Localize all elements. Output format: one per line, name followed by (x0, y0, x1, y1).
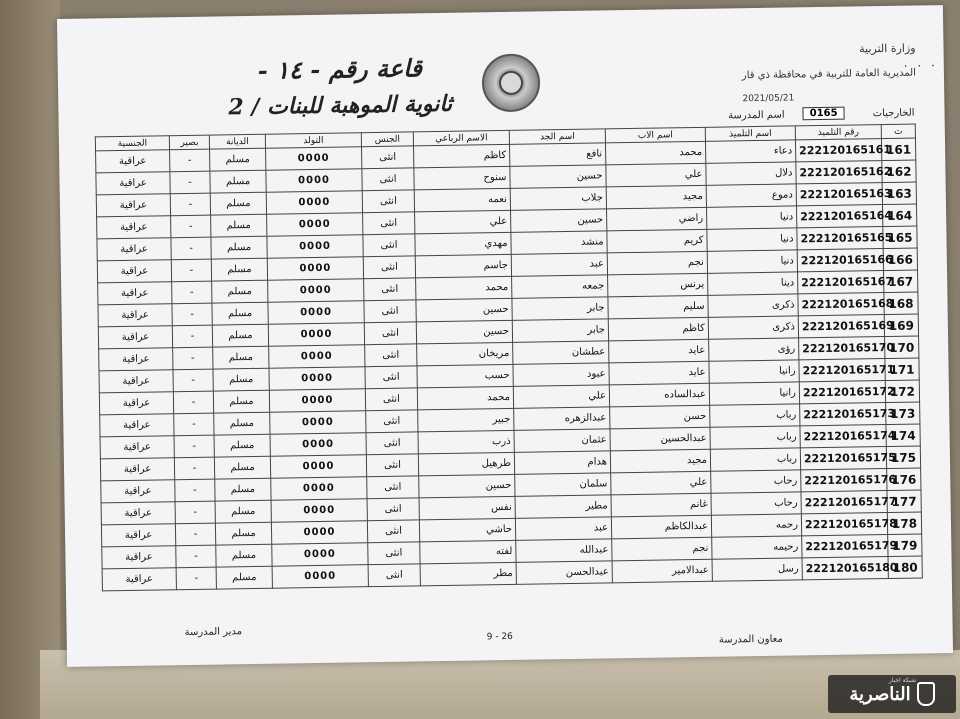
cell-student-number: 222120165164 (796, 205, 882, 228)
cell-seq: 173 (886, 402, 920, 425)
ministry-title: وزارة التربية (859, 41, 916, 56)
cell-seq: 176 (887, 468, 921, 491)
cell-grandfather-name: جمعه (512, 275, 608, 299)
cell-gender: انثى (363, 256, 415, 279)
cell-grandfather-name: عبد (515, 517, 611, 541)
branch-label: الخارجيات (872, 107, 915, 120)
cell-blind: - (175, 501, 215, 524)
cell-fourth-name: سنوح (414, 166, 510, 190)
cell-fourth-name: حسب (417, 364, 513, 388)
header-seq: ت (881, 124, 915, 139)
cell-religion: مسلم (211, 236, 267, 259)
cell-birth: 0000 (272, 565, 368, 589)
cell-fourth-name: ذرب (418, 430, 514, 454)
assistant-signature-label: معاون المدرسة (718, 633, 783, 646)
cell-student-number: 222120165180 (802, 557, 888, 580)
watermark-subtitle: شبكة اخبار (888, 677, 916, 684)
header-nationality: الجنسية (95, 136, 169, 151)
cell-birth: 0000 (271, 499, 367, 523)
cell-seq: 163 (882, 182, 916, 205)
header-father-name: اسم الاب (605, 127, 705, 143)
principal-signature-label: مدير المدرسة (184, 626, 243, 639)
cell-student-name: رحاب (711, 470, 801, 493)
cell-seq: 169 (884, 314, 918, 337)
cell-nationality: عراقية (96, 194, 170, 217)
cell-student-name: رحمه (711, 514, 801, 537)
cell-blind: - (175, 479, 215, 502)
cell-blind: - (174, 413, 214, 436)
cell-religion: مسلم (214, 456, 270, 479)
cell-father-name: غانم (611, 493, 711, 517)
directorate-title: المديرية العامة للتربية في محافظة ذي قار (741, 67, 917, 82)
cell-nationality: عراقية (99, 392, 173, 415)
news-watermark (828, 675, 956, 713)
cell-student-name: رباب (710, 448, 800, 471)
cell-birth: 0000 (269, 389, 365, 413)
handwritten-hall-number: قاعة رقم - ١٤ - (257, 53, 423, 85)
cell-grandfather-name: عبدالزهره (514, 407, 610, 431)
cell-student-name: دعاء (705, 140, 795, 163)
cell-gender: انثى (366, 454, 418, 477)
cell-grandfather-name: منشد (511, 231, 607, 255)
cell-blind: - (170, 193, 210, 216)
cell-father-name: نجم (607, 251, 707, 275)
cell-father-name: سليم (608, 295, 708, 319)
cell-seq: 179 (888, 534, 922, 557)
cell-religion: مسلم (213, 346, 269, 369)
cell-student-name: دنيا (707, 206, 797, 229)
cell-birth: 0000 (270, 433, 366, 457)
cell-fourth-name: جبير (418, 408, 514, 432)
cell-birth: 0000 (268, 301, 364, 325)
cell-nationality: عراقية (102, 568, 176, 591)
cell-student-number: 222120165177 (801, 491, 887, 514)
cell-religion: مسلم (210, 170, 266, 193)
cell-religion: مسلم (211, 214, 267, 237)
cell-nationality: عراقية (101, 524, 175, 547)
cell-fourth-name: محمد (416, 276, 512, 300)
cell-nationality: عراقية (102, 546, 176, 569)
cell-seq: 167 (884, 270, 918, 293)
cell-gender: انثى (363, 212, 415, 235)
cell-student-name: رانيا (709, 360, 799, 383)
cell-father-name: علي (611, 471, 711, 495)
cell-student-number: 222120165171 (799, 359, 885, 382)
cell-birth: 0000 (270, 455, 366, 479)
cell-gender: انثى (366, 410, 418, 433)
cell-student-number: 222120165170 (799, 337, 885, 360)
cell-fourth-name: علي (415, 210, 511, 234)
cell-father-name: حسن (610, 405, 710, 429)
page-number: 9 - 26 (486, 631, 513, 643)
cell-grandfather-name: جلاب (510, 187, 606, 211)
cell-seq: 165 (883, 226, 917, 249)
cell-birth: 0000 (270, 411, 366, 435)
cell-father-name: عبدالكاظم (611, 515, 711, 539)
cell-student-number: 222120165175 (800, 447, 886, 470)
cell-student-name: رباب (710, 404, 800, 427)
cell-student-number: 222120165165 (797, 227, 883, 250)
cell-seq: 172 (885, 380, 919, 403)
cell-religion: مسلم (212, 302, 268, 325)
cell-seq: 175 (886, 446, 920, 469)
cell-grandfather-name: عبد (511, 253, 607, 277)
cell-gender: انثى (362, 190, 414, 213)
cell-seq: 171 (885, 358, 919, 381)
cell-gender: انثى (362, 146, 414, 169)
cell-fourth-name: مهدي (415, 232, 511, 256)
cell-nationality: عراقية (101, 480, 175, 503)
cell-seq: 180 (888, 556, 922, 579)
cell-father-name: عايد (609, 361, 709, 385)
cell-student-name: دنيا (707, 250, 797, 273)
cell-blind: - (172, 325, 212, 348)
cell-grandfather-name: عثمان (514, 429, 610, 453)
cell-gender: انثى (366, 432, 418, 455)
cell-blind: - (170, 171, 210, 194)
cell-student-name: ذكرى (708, 294, 798, 317)
cell-birth: 0000 (267, 213, 363, 237)
cell-blind: - (175, 523, 215, 546)
cell-father-name: كريم (607, 229, 707, 253)
cell-religion: مسلم (213, 390, 269, 413)
cell-fourth-name: مريخان (417, 342, 513, 366)
cell-father-name: محمد (605, 141, 705, 165)
cell-student-number: 222120165162 (796, 161, 882, 184)
cell-seq: 168 (884, 292, 918, 315)
cell-gender: انثى (363, 234, 415, 257)
cell-grandfather-name: هدام (514, 451, 610, 475)
cell-student-name: دلال (706, 162, 796, 185)
cell-gender: انثى (365, 344, 417, 367)
cell-grandfather-name: سلمان (515, 473, 611, 497)
cell-gender: انثى (368, 542, 420, 565)
cell-seq: 161 (881, 138, 915, 161)
cell-blind: - (171, 215, 211, 238)
cell-father-name: مجيد (606, 185, 706, 209)
cell-fourth-name: حسين (419, 474, 515, 498)
cell-student-name: رانيا (709, 382, 799, 405)
cell-blind: - (173, 347, 213, 370)
cell-seq: 170 (885, 336, 919, 359)
cell-blind: - (173, 391, 213, 414)
cell-religion: مسلم (215, 522, 271, 545)
cell-nationality: عراقية (98, 326, 172, 349)
cell-birth: 0000 (268, 279, 364, 303)
cell-birth: 0000 (266, 191, 362, 215)
cell-fourth-name: مطر (420, 562, 516, 586)
cell-father-name: يرنس (608, 273, 708, 297)
cell-blind: - (170, 149, 210, 172)
cell-fourth-name: محمد (417, 386, 513, 410)
cell-fourth-name: حسين (416, 298, 512, 322)
cell-student-number: 222120165167 (798, 271, 884, 294)
cell-student-name: رحاب (711, 492, 801, 515)
cell-religion: مسلم (212, 280, 268, 303)
header-blind: بصير (169, 135, 209, 150)
cell-birth: 0000 (269, 345, 365, 369)
cell-birth: 0000 (269, 367, 365, 391)
cell-seq: 174 (886, 424, 920, 447)
cell-gender: انثى (362, 168, 414, 191)
cell-student-number: 222120165176 (801, 469, 887, 492)
cell-fourth-name: حاشي (419, 518, 515, 542)
cell-father-name: مجيد (610, 449, 710, 473)
header-birth: التولد (265, 133, 361, 149)
cell-nationality: عراقية (99, 348, 173, 371)
cell-student-number: 222120165168 (798, 293, 884, 316)
cell-fourth-name: نعمه (414, 188, 510, 212)
cell-gender: انثى (365, 388, 417, 411)
cell-father-name: عايد (609, 339, 709, 363)
header-fourth-name: الاسم الرباعي (413, 130, 509, 146)
cell-gender: انثى (365, 366, 417, 389)
punch-dots: . . . (903, 55, 938, 70)
cell-birth: 0000 (268, 323, 364, 347)
cell-birth: 0000 (267, 235, 363, 259)
cell-nationality: عراقية (96, 150, 170, 173)
cell-grandfather-name: عطشان (513, 341, 609, 365)
cell-father-name: عبدالامير (612, 559, 712, 583)
cell-nationality: عراقية (97, 216, 171, 239)
cell-blind: - (176, 567, 216, 590)
cell-religion: مسلم (216, 566, 272, 589)
cell-birth: 0000 (266, 147, 362, 171)
header-religion: الديانة (209, 134, 265, 149)
cell-fourth-name: نفس (419, 496, 515, 520)
school-name-label: اسم المدرسة (728, 109, 785, 122)
school-code: 0165 (803, 107, 845, 121)
cell-student-name: ذكرى (708, 316, 798, 339)
cell-student-number: 222120165163 (796, 183, 882, 206)
cell-nationality: عراقية (99, 370, 173, 393)
cell-gender: انثى (364, 278, 416, 301)
cell-fourth-name: كاظم (414, 144, 510, 168)
cell-gender: انثى (364, 300, 416, 323)
cell-nationality: عراقية (101, 502, 175, 525)
cell-blind: - (173, 369, 213, 392)
cell-student-number: 222120165166 (797, 249, 883, 272)
cell-gender: انثى (368, 564, 420, 587)
cell-father-name: عبدالساده (609, 383, 709, 407)
cell-father-name: كاظم (608, 317, 708, 341)
student-roster-table (95, 124, 923, 592)
cell-blind: - (171, 237, 211, 260)
cell-seq: 177 (887, 490, 921, 513)
cell-grandfather-name: جابر (512, 297, 608, 321)
cell-student-number: 222120165179 (802, 535, 888, 558)
cell-religion: مسلم (213, 368, 269, 391)
cell-birth: 0000 (271, 521, 367, 545)
cell-student-number: 222120165173 (800, 403, 886, 426)
cell-fourth-name: طرهيل (418, 452, 514, 476)
cell-grandfather-name: مطير (515, 495, 611, 519)
cell-grandfather-name: عبدالله (516, 539, 612, 563)
cell-seq: 178 (887, 512, 921, 535)
cell-student-name: رحيمه (712, 536, 802, 559)
cell-birth: 0000 (266, 169, 362, 193)
ministry-seal-icon (482, 53, 541, 112)
cell-student-name: رؤى (709, 338, 799, 361)
cell-father-name: نجم (612, 537, 712, 561)
cell-gender: انثى (367, 498, 419, 521)
handwritten-school-name: ثانوية الموهبة للبنات / 2 (228, 90, 453, 121)
cell-blind: - (171, 259, 211, 282)
cell-birth: 0000 (271, 477, 367, 501)
cell-grandfather-name: عبدالحسن (516, 561, 612, 585)
cell-student-name: دينا (708, 272, 798, 295)
cell-blind: - (174, 457, 214, 480)
cell-gender: انثى (367, 520, 419, 543)
cell-grandfather-name: عبود (513, 363, 609, 387)
cell-religion: مسلم (214, 434, 270, 457)
cell-fourth-name: جاسم (415, 254, 511, 278)
cell-grandfather-name: جابر (512, 319, 608, 343)
roster-body (96, 138, 923, 591)
cell-father-name: عبدالحسين (610, 427, 710, 451)
cell-father-name: راضي (607, 207, 707, 231)
cell-birth: 0000 (272, 543, 368, 567)
cell-nationality: عراقية (96, 172, 170, 195)
cell-nationality: عراقية (97, 238, 171, 261)
cell-religion: مسلم (210, 192, 266, 215)
cell-religion: مسلم (215, 500, 271, 523)
cell-religion: مسلم (210, 148, 266, 171)
cell-religion: مسلم (214, 412, 270, 435)
cell-student-number: 222120165161 (795, 139, 881, 162)
cell-blind: - (174, 435, 214, 458)
cell-seq: 162 (882, 160, 916, 183)
cell-student-name: دنيا (707, 228, 797, 251)
cell-seq: 164 (882, 204, 916, 227)
cell-nationality: عراقية (100, 458, 174, 481)
cell-gender: انثى (364, 322, 416, 345)
watermark-text: الناصرية (849, 683, 911, 705)
cell-nationality: عراقية (98, 304, 172, 327)
cell-nationality: عراقية (100, 436, 174, 459)
cell-grandfather-name: حسين (510, 165, 606, 189)
cell-blind: - (176, 545, 216, 568)
cell-student-number: 222120165169 (798, 315, 884, 338)
cell-fourth-name: لفته (420, 540, 516, 564)
cell-student-name: دموع (706, 184, 796, 207)
cell-religion: مسلم (212, 324, 268, 347)
cell-student-number: 222120165174 (800, 425, 886, 448)
cell-student-number: 222120165172 (799, 381, 885, 404)
cell-student-name: رباب (710, 426, 800, 449)
cell-grandfather-name: حسين (511, 209, 607, 233)
cell-religion: مسلم (215, 478, 271, 501)
desk-surface (0, 0, 60, 719)
cell-nationality: عراقية (98, 282, 172, 305)
cell-gender: انثى (367, 476, 419, 499)
cell-religion: مسلم (216, 544, 272, 567)
cell-nationality: عراقية (97, 260, 171, 283)
header-student-number: رقم التلميذ (795, 125, 881, 140)
header-gender: الجنس (361, 132, 413, 147)
cell-blind: - (172, 281, 212, 304)
cell-nationality: عراقية (100, 414, 174, 437)
cell-seq: 166 (883, 248, 917, 271)
header-student-name: اسم التلميذ (705, 126, 795, 141)
cell-fourth-name: حسين (416, 320, 512, 344)
cell-father-name: علي (606, 163, 706, 187)
document-date: 2021/05/21 (742, 93, 795, 105)
watermark-logo-icon (917, 682, 935, 706)
cell-blind: - (172, 303, 212, 326)
cell-grandfather-name: نافع (509, 143, 605, 167)
exam-roster-sheet (57, 5, 953, 667)
cell-grandfather-name: علي (513, 385, 609, 409)
cell-student-name: رسل (712, 558, 802, 581)
cell-birth: 0000 (267, 257, 363, 281)
cell-religion: مسلم (211, 258, 267, 281)
header-grandfather-name: اسم الجد (509, 129, 605, 145)
cell-student-number: 222120165178 (801, 513, 887, 536)
